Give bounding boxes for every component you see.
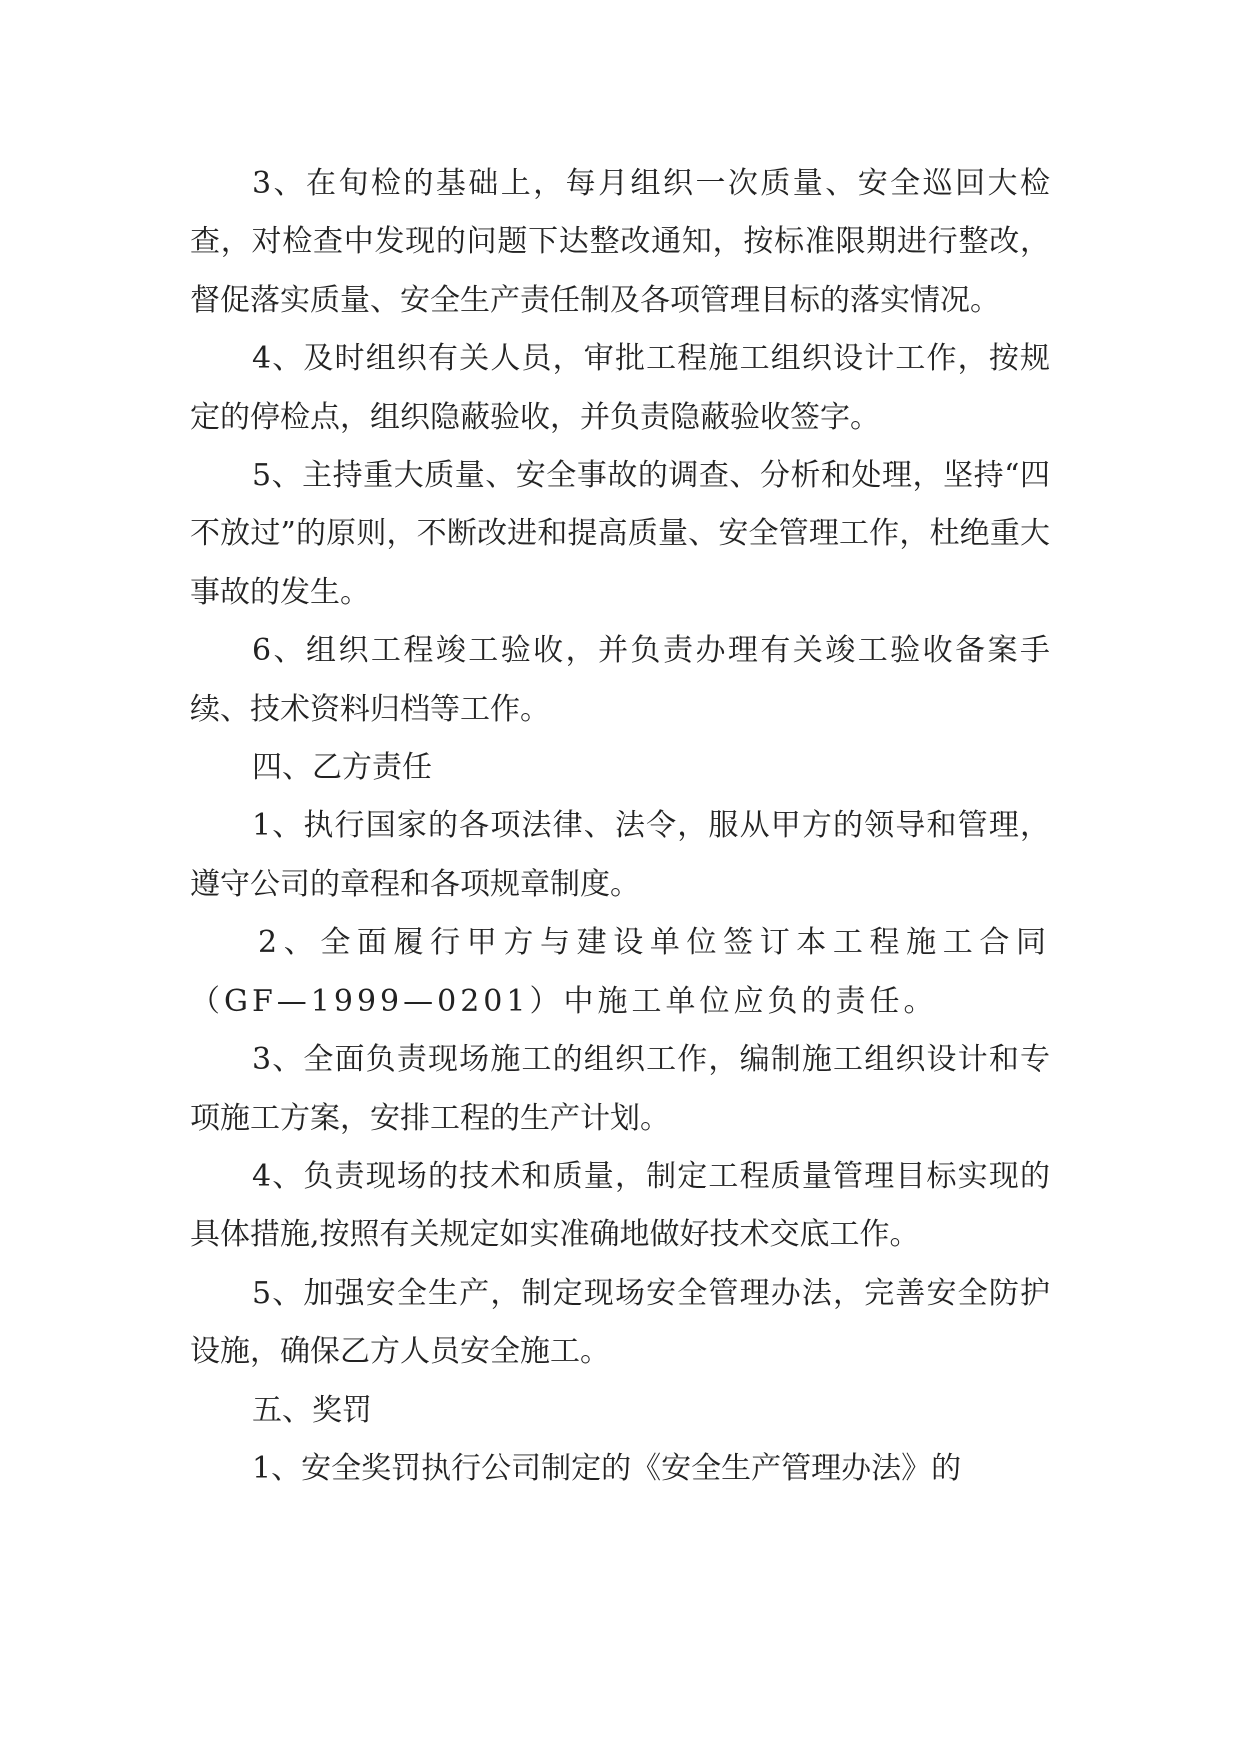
paragraph-item-3-inspection: 3、在旬检的基础上，每月组织一次质量、安全巡回大检查，对检查中发现的问题下达整改通知，按标准限期进行整改，督促落实质量、安全生产责任制及各项管理目标的落实情况。 [190, 166, 1050, 318]
paragraph-item-5-accident: 5、主持重大质量、安全事故的调查、分析和处理，坚持“四不放过”的原则，不断改进和提高质量、安全管理工作，杜绝重大事故的发生。 [190, 458, 1050, 610]
paragraph-item-4-approval: 4、及时组织有关人员，审批工程施工组织设计工作，按规定的停检点，组织隐蔽验收，并负责隐蔽验收签字。 [190, 341, 1050, 435]
section-heading-party-b: 四、乙方责任 [252, 750, 432, 786]
paragraph-rewards-item-1: 1、安全奖罚执行公司制定的《安全生产管理办法》的 [252, 1450, 962, 1486]
paragraph-b-item-5: 5、加强安全生产，制定现场安全管理办法，完善安全防护设施，确保乙方人员安全施工。 [190, 1275, 1050, 1370]
document-body [190, 155, 1050, 1498]
section-heading-rewards: 五、奖罚 [252, 1392, 372, 1428]
paragraph-b-item-3: 3、全面负责现场施工的组织工作，编制施工组织设计和专项施工方案，安排工程的生产计划。 [190, 1042, 1050, 1136]
paragraph-b-item-4: 4、负责现场的技术和质量，制定工程质量管理目标实现的具体措施,按照有关规定如实准确地做好技术交底工作。 [190, 1158, 1050, 1253]
paragraph-b-item-1: 1、执行国家的各项法律、法令，服从甲方的领导和管理，遵守公司的章程和各项规章制度。 [190, 808, 1050, 902]
paragraph-b-item-2: 2、全面履行甲方与建设单位签订本工程施工合同（GF—1999—0201）中施工单位应负的责任。 [190, 925, 1050, 1019]
paragraph-item-6-acceptance: 6、组织工程竣工验收，并负责办理有关竣工验收备案手续、技术资料归档等工作。 [190, 633, 1050, 727]
